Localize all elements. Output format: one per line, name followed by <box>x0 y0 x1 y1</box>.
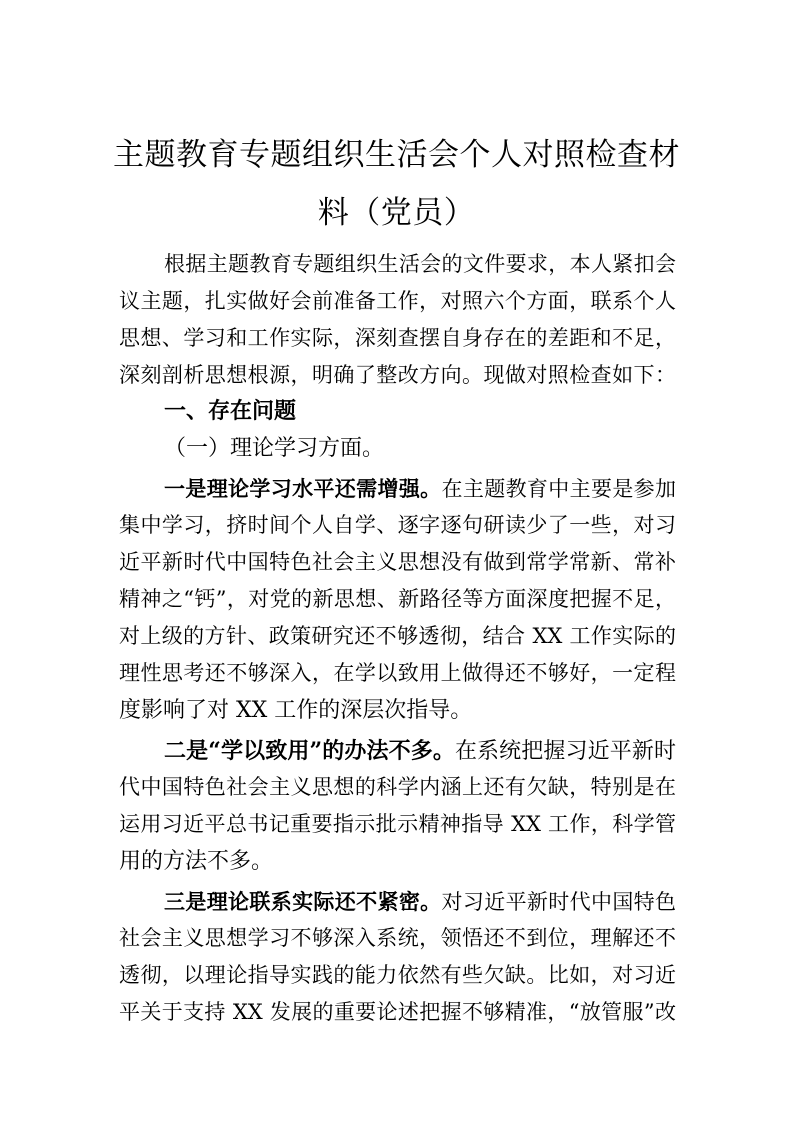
paragraph-1-line: 对上级的方针、政策研究还不够透彻，结合 XX 工作实际的 <box>119 624 676 648</box>
paragraph-1-first-line <box>164 478 676 500</box>
intro-line-2: 议主题，扎实做好会前准备工作，对照六个方面，联系个人 <box>119 289 676 313</box>
paragraph-3-lead: 三是理论联系实际还不紧密。 <box>164 889 442 914</box>
paragraph-1-line: 近平新时代中国特色社会主义思想没有做到常学常新、常补 <box>119 550 676 574</box>
subsection-heading-theory-study: （一）理论学习方面。 <box>164 436 385 461</box>
document-title-line-2: 料（党员） <box>317 195 476 231</box>
paragraph-2-first-line <box>164 740 676 763</box>
paragraph-2-line: 用的方法不多。 <box>119 849 274 874</box>
paragraph-2-line: 运用习近平总书记重要指示批示精神指导 XX 工作，科学管 <box>119 812 676 836</box>
intro-line-1: 根据主题教育专题组织生活会的文件要求，本人紧扣会 <box>164 252 676 276</box>
paragraph-3-first-line <box>164 891 676 913</box>
section-heading-problems: 一、存在问题 <box>164 399 297 424</box>
paragraph-2-lead: 二是“学以致用”的办法不多。 <box>164 738 455 764</box>
paragraph-1-lead: 一是理论学习水平还需增强。 <box>164 476 442 501</box>
document-title-line-1: 主题教育专题组织生活会个人对照检查材 <box>113 137 680 173</box>
paragraph-2-line: 代中国特色社会主义思想的科学内涵上还有欠缺，特别是在 <box>119 775 676 799</box>
paragraph-1-first-rest: 在主题教育中主要是参加 <box>441 477 677 501</box>
paragraph-2-first-rest: 在系统把握习近平新时 <box>454 739 676 764</box>
intro-line-4: 深刻剖析思想根源，明确了整改方向。现做对照检查如下： <box>119 363 676 387</box>
paragraph-1-line: 集中学习，挤时间个人自学、逐字逐句研读少了一些，对习 <box>119 513 676 537</box>
paragraph-3-first-rest: 对习近平新时代中国特色 <box>441 890 677 914</box>
paragraph-3-line: 平关于支持 XX 发展的重要论述把握不够精准，“放管服”改 <box>119 1000 676 1024</box>
paragraph-3-line: 透彻，以理论指导实践的能力依然有些欠缺。比如，对习近 <box>119 963 676 987</box>
paragraph-1-line: 精神之“钙”，对党的新思想、新路径等方面深度把握不足， <box>119 587 676 611</box>
intro-line-3: 思想、学习和工作实际，深刻查摆自身存在的差距和不足， <box>119 326 676 350</box>
paragraph-1-line: 理性思考还不够深入，在学以致用上做得还不够好，一定程 <box>119 661 676 685</box>
paragraph-1-line: 度影响了对 XX 工作的深层次指导。 <box>119 698 473 723</box>
paragraph-3-line: 社会主义思想学习不够深入系统，领悟还不到位，理解还不 <box>119 926 676 950</box>
